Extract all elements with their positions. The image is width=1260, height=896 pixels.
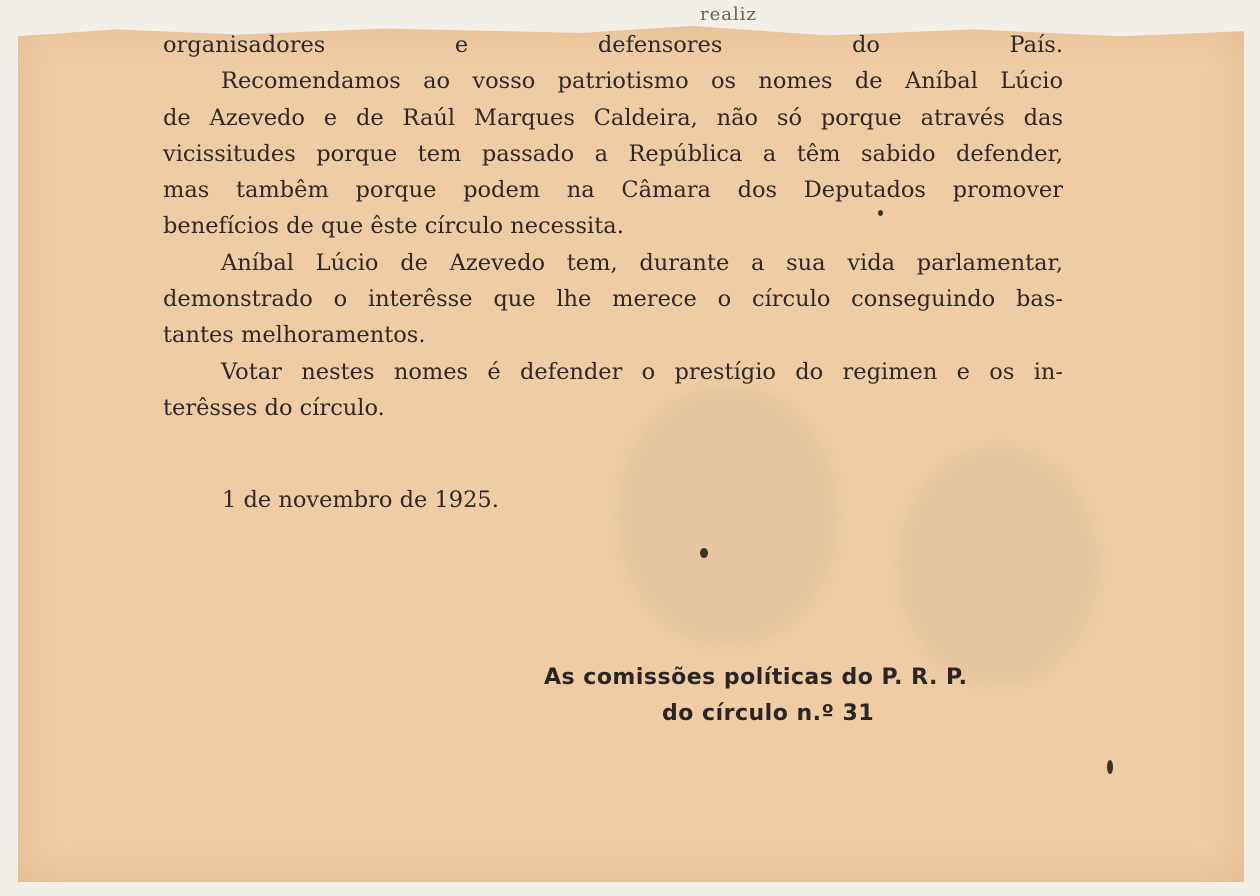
stain (898, 446, 1098, 686)
text-line: Recomendamos ao vosso patriotismo os nomes de Aníbal Lúcio (221, 68, 1063, 95)
text-line: Votar nestes nomes é defender o prestígio do regimen e os in- (221, 358, 1063, 385)
signature-line-2: do círculo n.º 31 (662, 701, 875, 726)
torn-fragment-text: realiz (700, 4, 757, 25)
ink-speck (700, 548, 708, 558)
text-line: terêsses do círculo. (163, 394, 385, 421)
text-line: demonstrado o interêsse que lhe merece o círculo conseguindo bas- (163, 286, 1063, 313)
text-line: mas tambêm porque podem na Câmara dos Deputados promover (163, 177, 1063, 204)
text-line: vicissitudes porque tem passado a República a têm sabido defender, (163, 140, 1063, 167)
signature-line-1: As comissões políticas do P. R. P. (544, 665, 968, 690)
signature-block (540, 660, 1010, 732)
text-line: tantes melhoramentos. (163, 322, 426, 349)
text-line: Aníbal Lúcio de Azevedo tem, durante a sua vida parlamentar, (221, 249, 1063, 276)
text-line: organisadores e defensores do País. (163, 32, 1063, 58)
text-line: benefícios de que êste círculo necessita. (163, 213, 624, 240)
text-line: de Azevedo e de Raúl Marques Caldeira, não só porque através das (163, 104, 1063, 131)
document-date: 1 de novembro de 1925. (222, 487, 499, 513)
ink-speck (878, 210, 883, 216)
letter-body (163, 27, 1063, 426)
ink-speck (1107, 760, 1113, 774)
